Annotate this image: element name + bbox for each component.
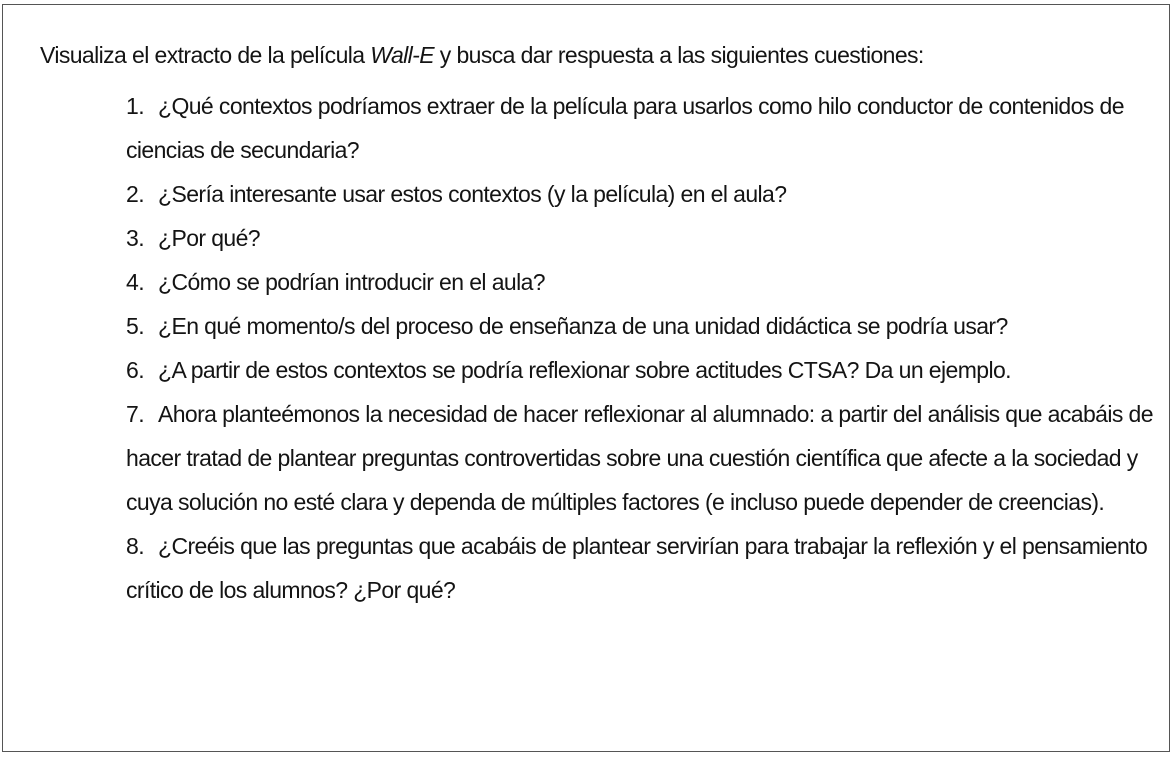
intro-after: y busca dar respuesta a las siguientes cuestiones:	[433, 42, 924, 68]
movie-title: Wall-E	[370, 42, 434, 68]
question-item	[126, 304, 1156, 348]
question-text: ¿En qué momento/s del proceso de enseñanza de una unidad didáctica se podría usar?	[158, 313, 1008, 339]
question-item	[126, 84, 1156, 172]
question-number: 7.	[126, 401, 144, 427]
question-number: 5.	[126, 313, 144, 339]
intro-text	[40, 40, 924, 70]
question-text: ¿A partir de estos contextos se podría reflexionar sobre actitudes CTSA? Da un ejemplo.	[158, 357, 1011, 383]
question-item	[126, 216, 1156, 260]
question-item	[126, 392, 1156, 524]
question-item	[126, 172, 1156, 216]
question-number: 8.	[126, 533, 144, 559]
question-text: ¿Por qué?	[158, 225, 260, 251]
question-number: 2.	[126, 181, 144, 207]
question-text: ¿Creéis que las preguntas que acabáis de plantear servirían para trabajar la reflexión y el pensamiento crítico de los alumnos? ¿Por qué?	[126, 533, 1148, 603]
question-item	[126, 348, 1156, 392]
question-number: 3.	[126, 225, 144, 251]
question-number: 1.	[126, 93, 144, 119]
question-text: ¿Sería interesante usar estos contextos (y la película) en el aula?	[158, 181, 787, 207]
question-item	[126, 524, 1156, 612]
question-text: Ahora planteémonos la necesidad de hacer reflexionar al alumnado: a partir del análisis que acabáis de hacer tratad de plantear preguntas controvertidas sobre una cuestión científica que afecte a la sociedad y cuya solución no esté clara y dependa de múltiples factores (e incluso puede depender de creencias).	[126, 401, 1153, 515]
question-text: ¿Qué contextos podríamos extraer de la película para usarlos como hilo conductor de contenidos de ciencias de secundaria?	[126, 93, 1124, 163]
question-text: ¿Cómo se podrían introducir en el aula?	[158, 269, 545, 295]
question-number: 4.	[126, 269, 144, 295]
intro-before: Visualiza el extracto de la película	[40, 42, 371, 68]
question-item	[126, 260, 1156, 304]
question-number: 6.	[126, 357, 144, 383]
questions-list	[126, 84, 1156, 612]
